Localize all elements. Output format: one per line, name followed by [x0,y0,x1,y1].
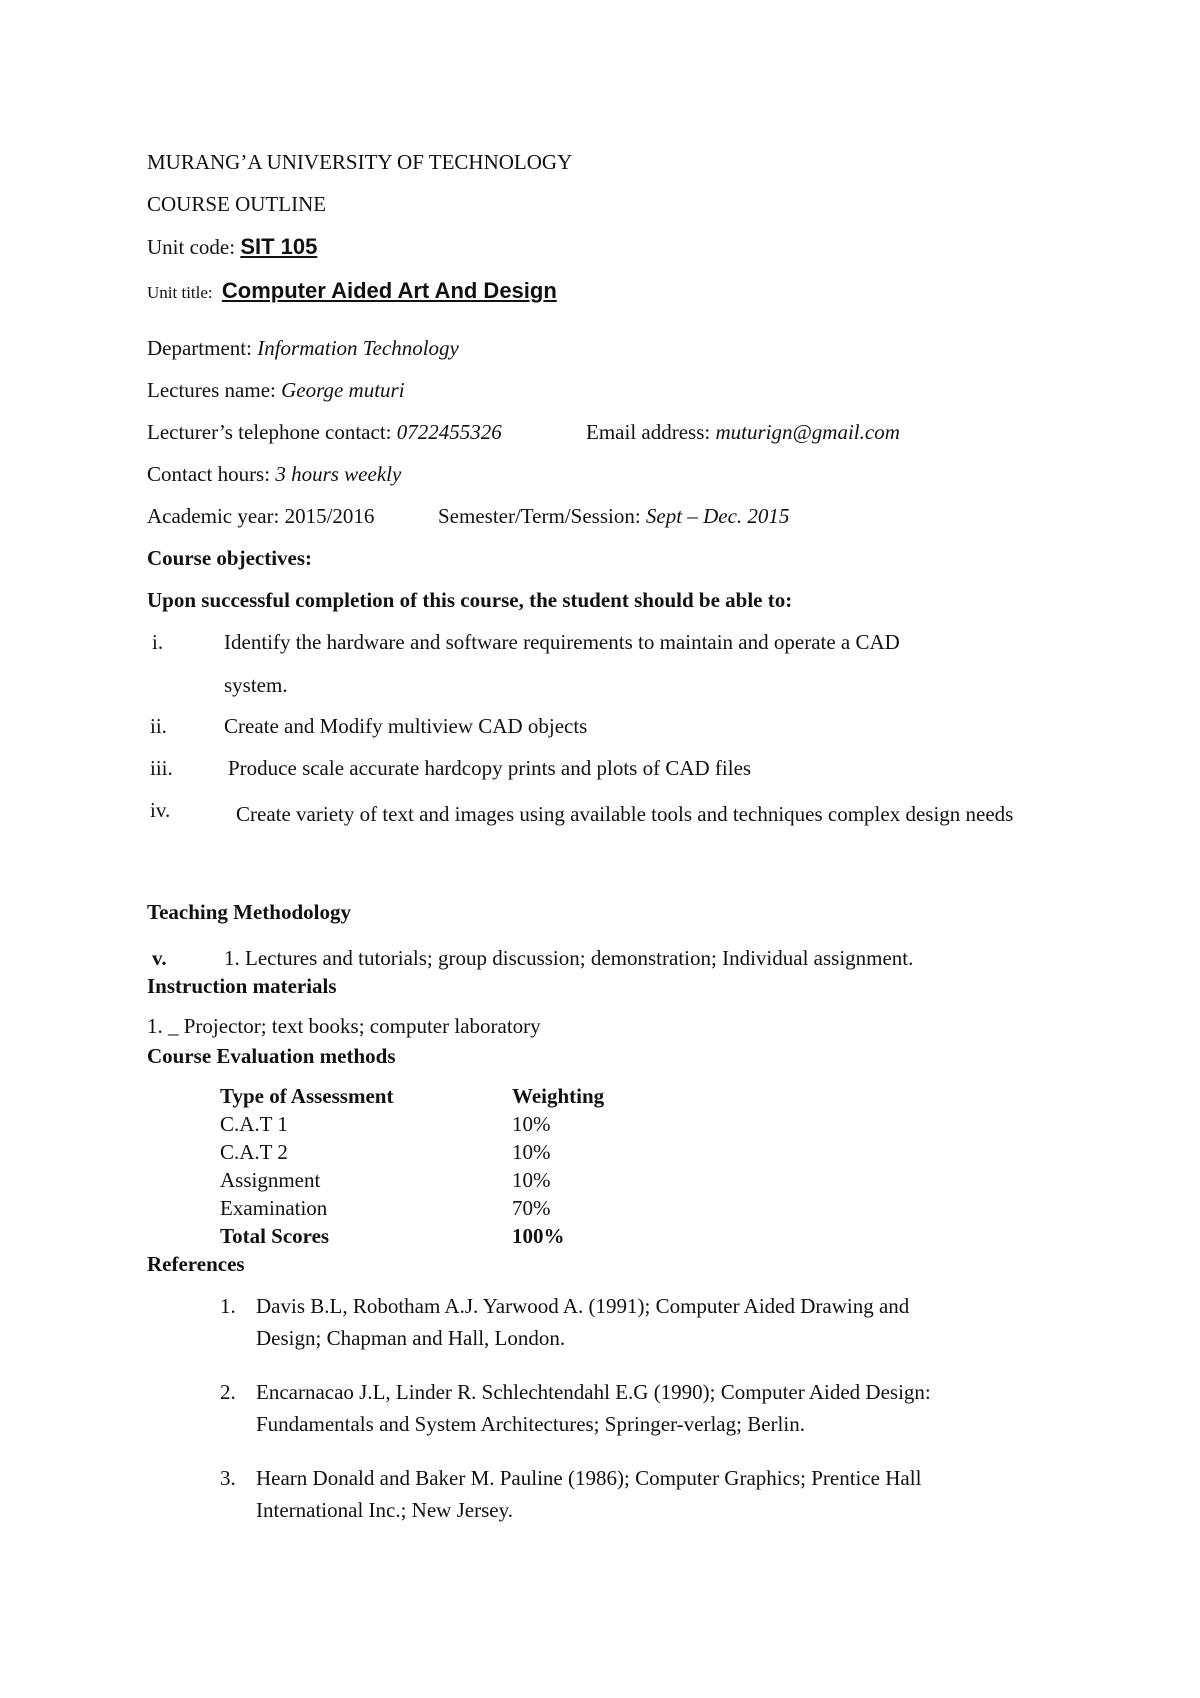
evaluation-heading: Course Evaluation methods [147,1044,396,1068]
assessment-type: Assignment [220,1168,321,1192]
contact-hours-label: Contact hours: [147,462,271,486]
email-row [586,422,900,443]
reference-line: Fundamentals and System Architectures; Springer-verlag; Berlin. [256,1412,805,1436]
reference-num: 1. [220,1294,236,1318]
teaching-heading: Teaching Methodology [147,900,351,924]
unit-title-row [147,280,557,302]
objective-num: iv. [150,798,171,822]
department-row [147,338,459,359]
weighting-col-header: Weighting [512,1084,605,1108]
unit-code-label: Unit code: [147,235,236,259]
reference-line: Encarnacao J.L, Linder R. Schlechtendahl E.G (1990); Computer Aided Design: [256,1380,931,1404]
total-scores-value: 100% [512,1224,565,1248]
semester-row [438,506,789,527]
lecturer-value: George muturi [281,378,405,402]
objective-num: i. [152,630,164,654]
assessment-type: C.A.T 1 [220,1112,288,1136]
academic-year: Academic year: 2015/2016 [147,504,375,528]
reference-line: Davis B.L, Robotham A.J. Yarwood A. (1991); Computer Aided Drawing and [256,1294,910,1318]
objectives-intro: Upon successful completion of this course, the student should be able to: [147,588,793,612]
assessment-weight: 10% [512,1168,551,1192]
assessment-type: Examination [220,1196,328,1220]
reference-line: International Inc.; New Jersey. [256,1498,513,1522]
contact-hours-row [147,464,401,485]
objective-num: iii. [150,756,173,780]
objective-text: Produce scale accurate hardcopy prints and plots of CAD files [228,756,752,780]
objectives-heading: Course objectives: [147,546,313,570]
materials-heading: Instruction materials [147,974,337,998]
objective-text: Create and Modify multiview CAD objects [224,714,588,738]
assessment-weight: 70% [512,1196,551,1220]
teaching-num: v. [152,946,167,970]
unit-code-row [147,236,317,258]
objective-text: Create variety of text and images using available tools and techniques complex design needs [236,802,1014,826]
email-label: Email address: [586,420,711,444]
lecturer-row [147,380,405,401]
department-value: Information Technology [257,336,459,360]
semester-label: Semester/Term/Session: [438,504,641,528]
unit-code-value: SIT 105 [240,234,318,259]
assessment-col-header: Type of Assessment [220,1084,394,1108]
lecturer-label: Lectures name: [147,378,276,402]
assessment-type: C.A.T 2 [220,1140,288,1164]
contact-hours-value: 3 hours weekly [275,462,402,486]
reference-num: 2. [220,1380,236,1404]
unit-title-value: Computer Aided Art And Design [221,278,557,303]
reference-line: Design; Chapman and Hall, London. [256,1326,566,1350]
phone-row [147,422,502,443]
assessment-weight: 10% [512,1140,551,1164]
reference-num: 3. [220,1466,236,1490]
objective-text: Identify the hardware and software requirements to maintain and operate a CAD [224,630,900,654]
university-name: MURANG’A UNIVERSITY OF TECHNOLOGY [147,150,573,174]
semester-value: Sept – Dec. 2015 [645,504,790,528]
department-label: Department: [147,336,252,360]
phone-label: Lecturer’s telephone contact: [147,420,392,444]
materials-text: 1. _ Projector; text books; computer laboratory [147,1014,541,1038]
total-scores-label: Total Scores [220,1224,330,1248]
email-value: muturign@gmail.com [715,420,900,444]
teaching-text: 1. Lectures and tutorials; group discussion; demonstration; Individual assignment. [224,946,914,970]
assessment-weight: 10% [512,1112,551,1136]
references-heading: References [147,1252,245,1276]
objective-text-cont: system. [224,673,288,697]
unit-title-label: Unit title: [147,283,213,302]
reference-line: Hearn Donald and Baker M. Pauline (1986); Computer Graphics; Prentice Hall [256,1466,922,1490]
phone-value: 0722455326 [396,420,502,444]
objective-num: ii. [150,714,167,738]
document-title: COURSE OUTLINE [147,192,327,216]
